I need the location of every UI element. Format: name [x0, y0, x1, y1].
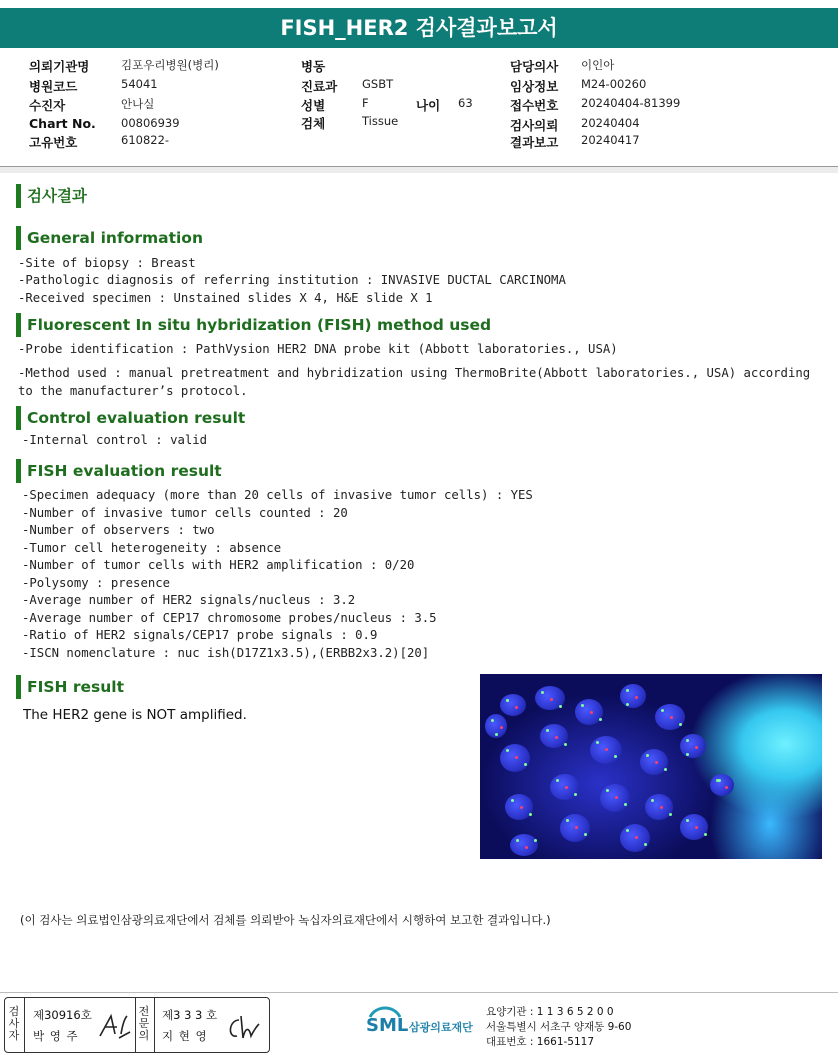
section-control-evaluation: Control evaluation result — [16, 406, 245, 430]
inspector-signature — [97, 1012, 131, 1042]
signal-dot — [725, 786, 728, 789]
value-patient: 안나실 — [121, 97, 155, 111]
signal-dot — [575, 826, 578, 829]
section-fish-evaluation: FISH evaluation result — [16, 459, 222, 483]
nucleus — [680, 734, 706, 758]
nucleus — [500, 694, 526, 716]
signal-dot — [644, 843, 647, 846]
value-department: GSBT — [362, 77, 394, 91]
disclaimer-note: (이 검사는 의료법인삼광의료재단에서 검체를 의뢰받아 녹십자의료재단에서 시행하여 보고한 결과입니다.) — [20, 913, 551, 927]
signal-dot — [670, 716, 673, 719]
signal-dot — [596, 741, 599, 744]
org-name: 삼광의료재단 — [409, 1021, 473, 1034]
evaluation-line: -Number of observers : two — [22, 523, 215, 537]
evaluation-line: -Number of invasive tumor cells counted : 20 — [22, 506, 348, 520]
label-chart-no: Chart No. — [29, 116, 96, 131]
signal-dot — [669, 813, 672, 816]
general-line: -Site of biopsy : Breast — [18, 256, 196, 270]
signal-dot — [624, 803, 627, 806]
control-line: -Internal control : valid — [22, 433, 208, 447]
signal-dot — [660, 806, 663, 809]
value-sex: F — [362, 96, 369, 110]
evaluation-line: -Average number of CEP17 chromosome probes/nucleus : 3.5 — [22, 611, 437, 625]
label-age: 나이 — [416, 98, 441, 113]
method-line: -Probe identification : PathVysion HER2 DNA probe kit (Abbott laboratories., USA) — [18, 342, 618, 356]
value-hospital-code: 54041 — [121, 77, 158, 91]
method-line: to the manufacturer’s protocol. — [18, 384, 248, 398]
label-id: 고유번호 — [29, 135, 78, 150]
label-specimen: 검체 — [301, 116, 326, 131]
label-request-date: 검사의뢰 — [510, 118, 559, 133]
evaluation-line: -Specimen adequacy (more than 20 cells of invasive tumor cells) : YES — [22, 488, 533, 502]
signal-dot — [564, 743, 567, 746]
signal-dot — [635, 696, 638, 699]
signal-dot — [635, 836, 638, 839]
signal-dot — [534, 839, 537, 842]
specialist-name: 지 현 영 — [162, 1029, 208, 1043]
value-specimen: Tissue — [362, 114, 399, 128]
inspector-name: 박 영 주 — [33, 1029, 79, 1043]
nucleus — [505, 794, 533, 820]
signal-dot — [500, 726, 503, 729]
nucleus — [510, 834, 538, 856]
value-age: 63 — [458, 96, 473, 110]
nucleus — [575, 699, 603, 725]
signal-dot — [646, 754, 649, 757]
general-line: -Received specimen : Unstained slides X 4, H&E slide X 1 — [18, 291, 433, 305]
signal-dot — [491, 719, 494, 722]
sml-logo-text: SML — [366, 1015, 409, 1036]
signal-dot — [574, 793, 577, 796]
value-clinical-info: M24-00260 — [581, 77, 647, 91]
section-fish-method: Fluorescent In situ hybridization (FISH) method used — [16, 313, 491, 337]
label-hospital-code: 병원코드 — [29, 79, 78, 94]
label-receipt-no: 접수번호 — [510, 98, 559, 113]
signal-dot — [495, 733, 498, 736]
specialist-label: 전 문 의 — [138, 1005, 150, 1042]
signal-dot — [626, 703, 629, 706]
label-doctor: 담당의사 — [510, 59, 559, 74]
signal-dot — [506, 749, 509, 752]
evaluation-line: -Average number of HER2 signals/nucleus : 3.2 — [22, 593, 356, 607]
footer-divider — [0, 992, 838, 993]
patient-info — [0, 48, 838, 167]
signal-dot — [506, 699, 509, 702]
signal-dot — [515, 756, 518, 759]
value-doctor: 이인아 — [581, 58, 615, 72]
label-department: 진료과 — [301, 79, 338, 94]
signal-dot — [614, 755, 617, 758]
fish-result-text: The HER2 gene is NOT amplified. — [23, 707, 247, 723]
signal-dot — [520, 806, 523, 809]
label-clinical-info: 임상정보 — [510, 79, 559, 94]
evaluation-line: -Tumor cell heterogeneity : absence — [22, 541, 282, 555]
signal-dot — [615, 796, 618, 799]
signal-dot — [695, 826, 698, 829]
section-general-information: General information — [16, 226, 203, 250]
signal-dot — [581, 704, 584, 707]
signal-dot — [565, 786, 568, 789]
label-patient: 수진자 — [29, 98, 66, 113]
signal-dot — [529, 813, 532, 816]
signal-dot — [559, 705, 562, 708]
signal-dot — [516, 839, 519, 842]
signal-dot — [695, 746, 698, 749]
org-line: 서울특별시 서초구 양재동 9-60 — [486, 1021, 632, 1033]
signal-dot — [651, 799, 654, 802]
label-institution: 의뢰기관명 — [29, 59, 90, 74]
org-line: 요양기관 : 1 1 3 6 5 2 0 0 — [486, 1006, 614, 1018]
signal-dot — [515, 706, 518, 709]
report-title: FISH_HER2 검사결과보고서 — [0, 8, 838, 48]
label-report-date: 결과보고 — [510, 135, 559, 150]
value-report-date: 20240417 — [581, 133, 640, 147]
signal-dot — [605, 748, 608, 751]
inspector-label: 검 사 자 — [8, 1005, 20, 1042]
nucleus — [710, 774, 734, 796]
label-sex: 성별 — [301, 98, 326, 113]
evaluation-line: -Ratio of HER2 signals/CEP17 probe signals : 0.9 — [22, 628, 378, 642]
signal-dot — [686, 819, 689, 822]
signature-box — [4, 997, 270, 1053]
specialist-signature — [225, 1012, 261, 1042]
nucleus — [640, 749, 668, 775]
signal-dot — [556, 779, 559, 782]
signal-dot — [546, 729, 549, 732]
divider-band — [0, 167, 838, 173]
signal-dot — [655, 761, 658, 764]
nucleus — [645, 794, 673, 820]
evaluation-line: -ISCN nomenclature : nuc ish(D17Z1x3.5),(ERBB2x3.2)[20] — [22, 646, 430, 660]
nucleus — [620, 684, 646, 708]
org-line: 대표번호 : 1661-5117 — [486, 1036, 595, 1048]
value-chart-no: 00806939 — [121, 116, 180, 130]
inspector-number: 제30916호 — [33, 1008, 92, 1022]
signal-dot — [511, 799, 514, 802]
signal-dot — [606, 789, 609, 792]
signal-dot — [704, 833, 707, 836]
value-institution: 김포우리병원(병리) — [121, 58, 219, 72]
signal-dot — [524, 763, 527, 766]
value-request-date: 20240404 — [581, 116, 640, 130]
value-id: 610822- — [121, 133, 170, 147]
signal-dot — [599, 718, 602, 721]
section-fish-result: FISH result — [16, 675, 124, 699]
signal-dot — [679, 723, 682, 726]
signal-dot — [686, 739, 689, 742]
method-line: -Method used : manual pretreatment and hybridization using ThermoBrite(Abbott laboratories., USA) according — [18, 366, 811, 380]
evaluation-line: -Polysomy : presence — [22, 576, 171, 590]
signal-dot — [626, 689, 629, 692]
general-line: -Pathologic diagnosis of referring institution : INVASIVE DUCTAL CARCINOMA — [18, 273, 566, 287]
signal-dot — [555, 736, 558, 739]
signal-dot — [718, 779, 721, 782]
specialist-number: 제3 3 3 호 — [162, 1008, 218, 1022]
signal-dot — [661, 709, 664, 712]
signal-dot — [590, 711, 593, 714]
nucleus — [680, 814, 708, 840]
signal-dot — [686, 753, 689, 756]
signal-dot — [541, 691, 544, 694]
signal-dot — [566, 819, 569, 822]
value-receipt-no: 20240404-81399 — [581, 96, 681, 110]
signal-dot — [550, 698, 553, 701]
signal-dot — [525, 846, 528, 849]
fish-microscopy-image — [480, 674, 822, 859]
signal-dot — [584, 833, 587, 836]
section-test-result: 검사결과 — [16, 184, 87, 208]
evaluation-line: -Number of tumor cells with HER2 amplification : 0/20 — [22, 558, 415, 572]
signal-dot — [664, 768, 667, 771]
signal-dot — [626, 829, 629, 832]
label-ward: 병동 — [301, 59, 326, 74]
